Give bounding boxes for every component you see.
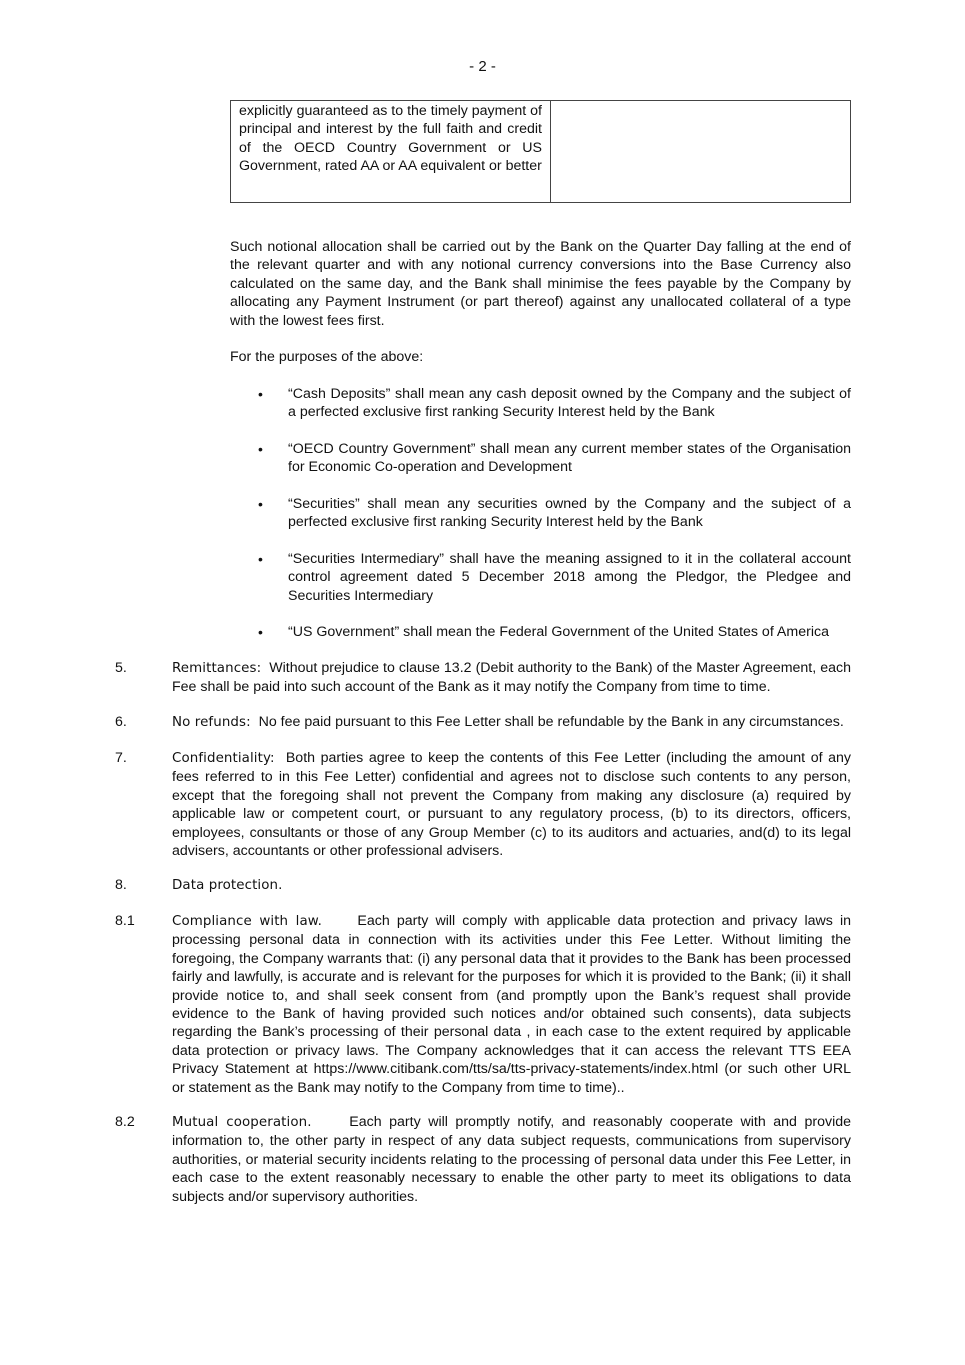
clause-number: 6. — [115, 714, 127, 730]
clause-number: 8.2 — [115, 1114, 135, 1130]
clause-compliance-with-law — [172, 912, 851, 1097]
clause-text: Both parties agree to keep the contents of this Fee Letter (including the amount of any fees referred to in this Fee Letter) confidential and agrees not to disclose such contents to any person, except that the foregoing shall not prevent the Company from making any disclosure (a) required by applicable law or competent court, or pursuant to any regulatory process, (b) to its directors, officers, employees, consultants or those of any Group Member (c) to its auditors and actuaries, and(d) to its legal advisers, accountants or other professional advisers. — [172, 750, 852, 860]
definition-oecd-government: “OECD Country Government” shall mean any current member states of the Organisation for Economic Co-operation and Development — [288, 441, 851, 476]
collateral-table — [230, 100, 851, 203]
clause-number: 5. — [115, 660, 127, 676]
definition-securities: “Securities” shall mean any securities owned by the Company and the subject of a perfected exclusive first ranking Security Interest held by the Bank — [288, 496, 851, 531]
clause-heading: No refunds: — [172, 715, 251, 730]
table-cell-fee — [551, 101, 851, 203]
clause-heading: Mutual cooperation. — [172, 1115, 312, 1130]
bullet-icon: • — [258, 624, 263, 640]
clause-mutual-cooperation — [172, 1113, 851, 1206]
clause-confidentiality — [172, 749, 851, 860]
bullet-icon: • — [258, 441, 263, 457]
definition-us-government: “US Government” shall mean the Federal Government of the United States of America — [288, 624, 829, 640]
bullet-icon: • — [258, 496, 263, 512]
clause-heading: Compliance with law. — [172, 914, 322, 929]
clause-number: 8. — [115, 877, 127, 893]
bullet-icon: • — [258, 386, 263, 402]
table-row — [231, 101, 851, 203]
clause-no-refunds — [172, 713, 851, 732]
definition-securities-intermediary: “Securities Intermediary” shall have the meaning assigned to it in the collateral account control agreement dated 5 December 2018 among the Pledgor, the Pledgee and Securities Intermediary — [288, 551, 851, 604]
clause-text: Without prejudice to clause 13.2 (Debit authority to the Bank) of the Master Agreement, each Fee shall be paid into such account of the Bank as it may notify the Company from time to time. — [172, 660, 851, 696]
purposes-intro: For the purposes of the above: — [230, 349, 424, 365]
clause-remittances — [172, 659, 851, 697]
clause-number: 7. — [115, 750, 127, 766]
clause-number: 8.1 — [115, 913, 135, 929]
table-cell-description: explicitly guaranteed as to the timely payment of principal and interest by the full faith and credit of the OECD Country Government or US Government, rated AA or AA equivalent or better — [231, 101, 551, 203]
clause-text: Each party will comply with applicable data protection and privacy laws in processing personal data in connection with its activities under this Fee Letter. Without limiting the foregoing, the Company warrants that: (i) any personal data that it provides to the Bank has been processed fairly and lawfully, is accurate and is relevant for the purposes for which it is provided to the Bank; (ii) it shall provide notice to, and shall seek consent from (and promptly upon the Bank’s request shall provide evidence to the Bank of having provided such notices and/or obtained such consents), data subjects regarding the Bank’s processing of their personal data , in each case to the extent required by applicable data protection or privacy laws. The Company acknowledges that it can access the relevant TTS EEA Privacy Statement at https://www.citibank.com/tts/sa/tts-privacy-statements/index.html (or such other URL or statement as the Bank may notify to the Company from time to time).. — [172, 913, 851, 1096]
clause-text: No fee paid pursuant to this Fee Letter shall be refundable by the Bank in any circumstances. — [258, 714, 844, 730]
clause-text: Each party will promptly notify, and reasonably cooperate with and provide information to, the other party in respect of any data subject requests, communications from supervisory authorities, or material security incidents relating to the processing of personal data under this Fee Letter, in each case to the extent reasonably necessary to enable the other party to meet its obligations to data subjects and/or supervisory authorities. — [172, 1114, 851, 1205]
allocation-paragraph: Such notional allocation shall be carried out by the Bank on the Quarter Day falling at the end of the relevant quarter and with any notional currency conversions into the Base Currency also calculated on the same day, and the Bank shall minimise the fees payable by the Company by allocating any Payment Instrument (or part thereof) against any unallocated collateral of a type with the lowest fees first. — [230, 239, 851, 329]
page-number: - 2 - — [469, 58, 496, 75]
clause-heading: Confidentiality: — [172, 751, 275, 766]
clause-heading: Data protection. — [172, 878, 283, 893]
definition-cash-deposits: “Cash Deposits” shall mean any cash deposit owned by the Company and the subject of a perfected exclusive first ranking Security Interest held by the Bank — [288, 386, 851, 421]
clause-heading: Remittances: — [172, 661, 262, 676]
bullet-icon: • — [258, 551, 263, 567]
clause-data-protection — [172, 876, 851, 895]
